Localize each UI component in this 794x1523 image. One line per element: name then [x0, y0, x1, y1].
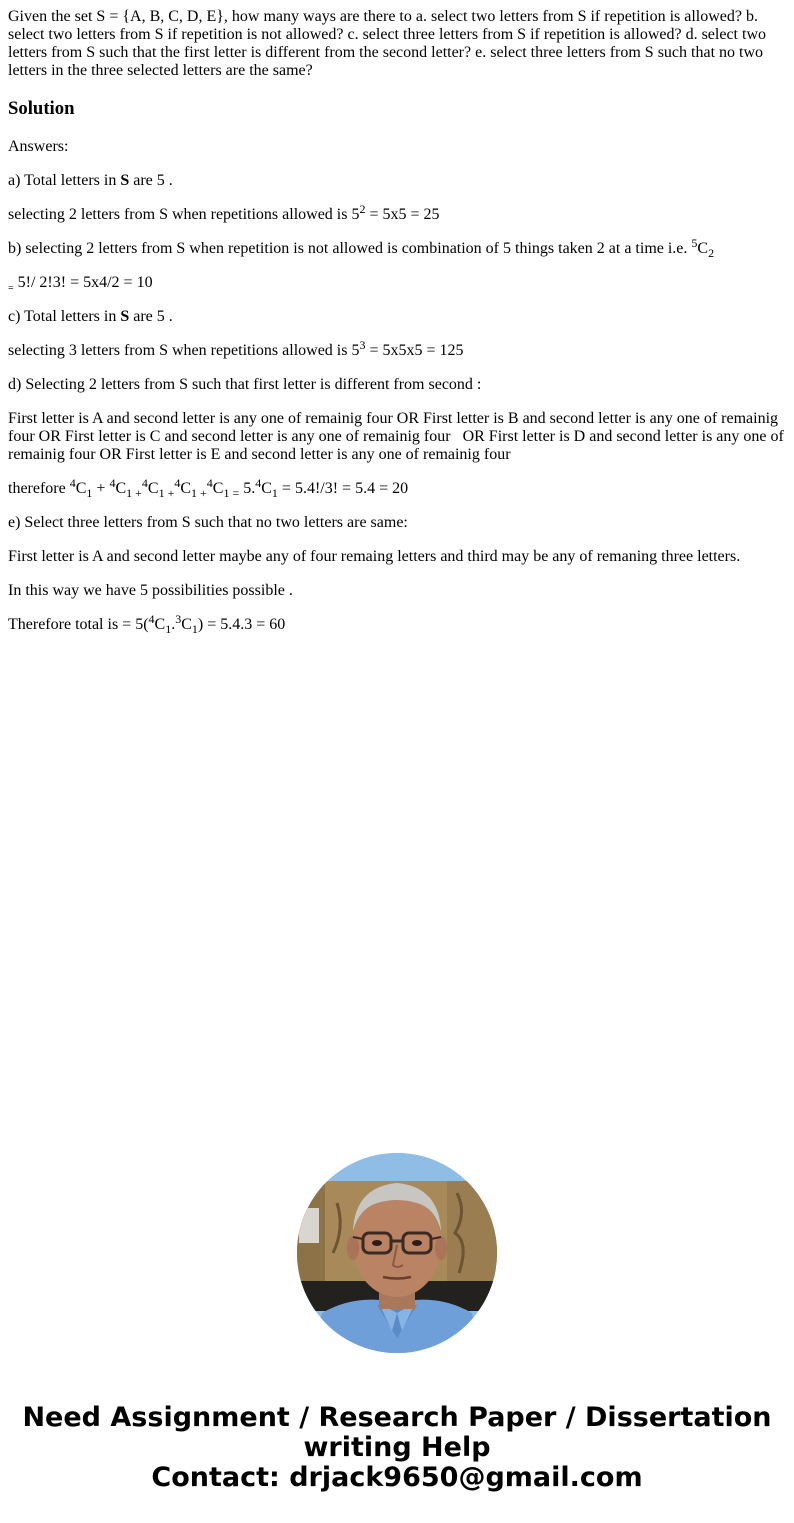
promo-contact: Contact: drjack9650@gmail.com [151, 1462, 643, 1493]
answer-a-result: selecting 2 letters from S when repetitions allowed is $5^2 = 5x5 = 25$ [8, 202, 440, 223]
answer-c-total: c) Total letters in S are 5 . [8, 308, 173, 325]
author-photo-icon [297, 1153, 497, 1353]
promo-line-1: Need Assignment / Research Paper / Dissertation [22, 1402, 772, 1433]
answer-d-heading: d) Selecting 2 letters from S such that first letter is different from second : [8, 376, 482, 393]
answer-e-possibilities: In this way we have 5 possibilities possible . [8, 582, 293, 599]
promo-line-2: writing Help [303, 1432, 491, 1463]
answers-label: Answers: [8, 138, 69, 155]
promo-footer [0, 1403, 794, 1493]
document-content [8, 8, 788, 634]
answer-d-explanation: First letter is A and second letter is any one of remainig four OR First letter is B and second letter is any one of remainig four OR First letter is C and second letter is any one of remainig four OR First letter is D and second letter is any one of remainig four OR First letter is E and second letter is any one of remainig four [8, 410, 784, 463]
answer-b-result: $_=$ 5!/ 2!3! = 5x4/2 = 10 [8, 274, 153, 294]
answer-c-result: selecting 3 letters from S when repetitions allowed is $5^3 = 5x5x5 = 125$ [8, 338, 464, 359]
answer-d-formula: therefore $^4C_1 + ^4C_1$ $_+^4C_1$ $_+^4C_1$ $_+^4C_1$ $_=$ $5.^4C_1 = 5.4!/3$! = 5.4 = 20 [8, 476, 409, 500]
answer-e-formula: Therefore total is = $5(^4C_1.^3C_1) = 5.4.3 = 60$ [8, 612, 286, 636]
answer-a-total: a) Total letters in S are 5 . [8, 172, 173, 189]
answer-b-description: b) selecting 2 letters from S when repetition is not allowed is combination of 5 things taken 2 at a time i.e. $^5C_2$ [8, 236, 715, 260]
question-text: Given the set S = {A, B, C, D, E}, how many ways are there to a. select two letters from S if repetition is allowed? b. select two letters from S if repetition is not allowed? c. select three letters from S if repetition is allowed? d. select two letters from S such that the first letter is different from the second letter? e. select three letters from S such that no two letters in the three selected letters are the same? [8, 8, 766, 79]
author-avatar [297, 1153, 497, 1353]
answer-e-heading: e) Select three letters from S such that no two letters are same: [8, 514, 408, 531]
answer-e-explanation: First letter is A and second letter maybe any of four remaing letters and third may be any of remaning three letters. [8, 548, 741, 565]
solution-heading: Solution [8, 98, 75, 119]
